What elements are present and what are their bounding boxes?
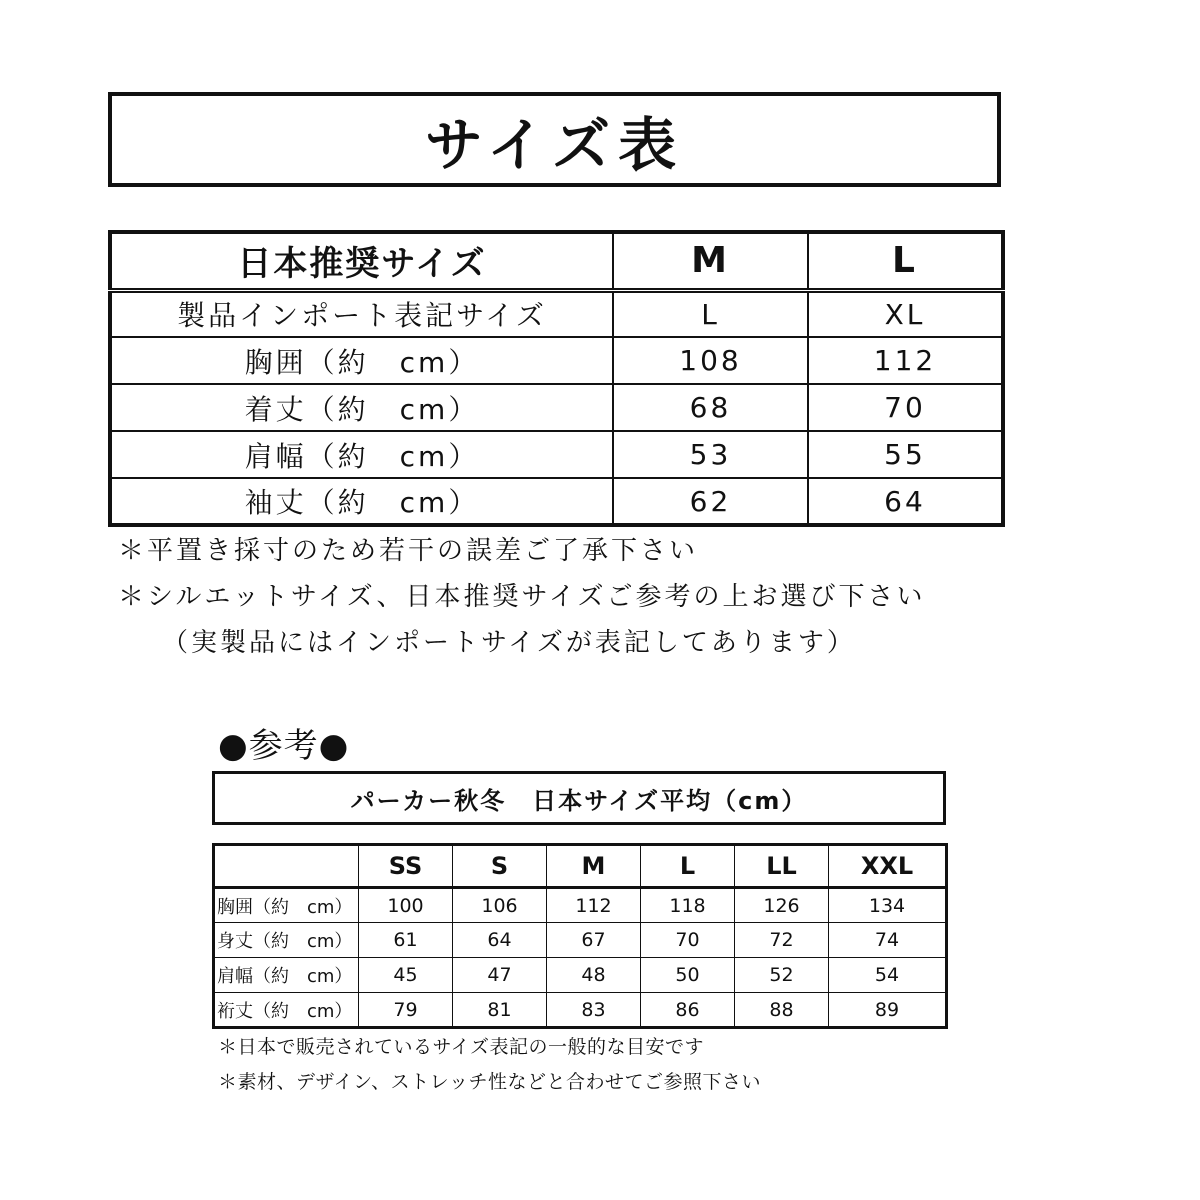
reference-title: パーカー秋冬 日本サイズ平均（cm）: [350, 786, 808, 815]
ref-header-xxl: XXL: [829, 845, 947, 888]
row-value: 70: [641, 923, 735, 958]
row-value: 100: [359, 888, 453, 923]
row-value: 54: [829, 958, 947, 993]
table-row: [214, 993, 947, 1028]
table-row: [214, 923, 947, 958]
main-table-header-row: [110, 232, 1003, 290]
row-label: 裄丈（約 cm）: [214, 993, 359, 1028]
row-label: 胸囲（約 cm）: [214, 888, 359, 923]
row-value: 108: [613, 337, 808, 384]
note-measurement: ＊平置き採寸のため若干の誤差ご了承下さい: [118, 536, 699, 566]
ref-header-ll: LL: [735, 845, 829, 888]
row-value: 50: [641, 958, 735, 993]
row-label: 袖丈（約 cm）: [110, 478, 613, 525]
row-value: 62: [613, 478, 808, 525]
row-value: 88: [735, 993, 829, 1028]
row-value: 52: [735, 958, 829, 993]
note-import-size: （実製品にはインポートサイズが表記してあります）: [162, 628, 856, 658]
row-value: 47: [453, 958, 547, 993]
row-value: 68: [613, 384, 808, 431]
ref-header-l: L: [641, 845, 735, 888]
table-row: [214, 958, 947, 993]
ref-header-blank: [214, 845, 359, 888]
row-value: 55: [808, 431, 1003, 478]
table-row: [110, 290, 1003, 337]
row-value: 61: [359, 923, 453, 958]
row-value: 126: [735, 888, 829, 923]
row-value: 64: [453, 923, 547, 958]
row-value: 53: [613, 431, 808, 478]
row-label: 着丈（約 cm）: [110, 384, 613, 431]
row-value: 106: [453, 888, 547, 923]
row-label: 製品インポート表記サイズ: [110, 290, 613, 337]
row-value: 112: [808, 337, 1003, 384]
row-label: 胸囲（約 cm）: [110, 337, 613, 384]
ref-header-ss: SS: [359, 845, 453, 888]
row-value: 70: [808, 384, 1003, 431]
row-label: 肩幅（約 cm）: [110, 431, 613, 478]
title-box: [108, 92, 1001, 187]
ref-header-m: M: [547, 845, 641, 888]
header-size-m: M: [613, 232, 808, 290]
header-label: 日本推奨サイズ: [110, 232, 613, 290]
row-value: 89: [829, 993, 947, 1028]
table-row: [214, 888, 947, 923]
row-label: 肩幅（約 cm）: [214, 958, 359, 993]
row-value: 83: [547, 993, 641, 1028]
row-value: 134: [829, 888, 947, 923]
row-value: XL: [808, 290, 1003, 337]
row-value: 67: [547, 923, 641, 958]
row-value: 86: [641, 993, 735, 1028]
row-value: 72: [735, 923, 829, 958]
reference-heading: ●参考●: [218, 726, 350, 766]
ref-header-s: S: [453, 845, 547, 888]
row-value: 79: [359, 993, 453, 1028]
row-value: L: [613, 290, 808, 337]
reference-size-table: [212, 843, 948, 1029]
row-value: 118: [641, 888, 735, 923]
page-title: サイズ表: [424, 110, 685, 179]
row-value: 112: [547, 888, 641, 923]
table-row: [110, 478, 1003, 525]
row-label: 身丈（約 cm）: [214, 923, 359, 958]
table-row: [110, 431, 1003, 478]
table-row: [110, 384, 1003, 431]
reference-header-row: [214, 845, 947, 888]
row-value: 48: [547, 958, 641, 993]
reference-note-guideline: ＊日本で販売されているサイズ表記の一般的な目安です: [218, 1036, 704, 1058]
row-value: 74: [829, 923, 947, 958]
main-size-table: [108, 230, 1005, 527]
note-silhouette: ＊シルエットサイズ、日本推奨サイズご参考の上お選び下さい: [118, 582, 926, 612]
header-size-l: L: [808, 232, 1003, 290]
reference-note-material: ＊素材、デザイン、ストレッチ性などと合わせてご参照下さい: [218, 1071, 761, 1093]
row-value: 81: [453, 993, 547, 1028]
row-value: 45: [359, 958, 453, 993]
row-value: 64: [808, 478, 1003, 525]
reference-title-box: [212, 771, 946, 825]
table-row: [110, 337, 1003, 384]
